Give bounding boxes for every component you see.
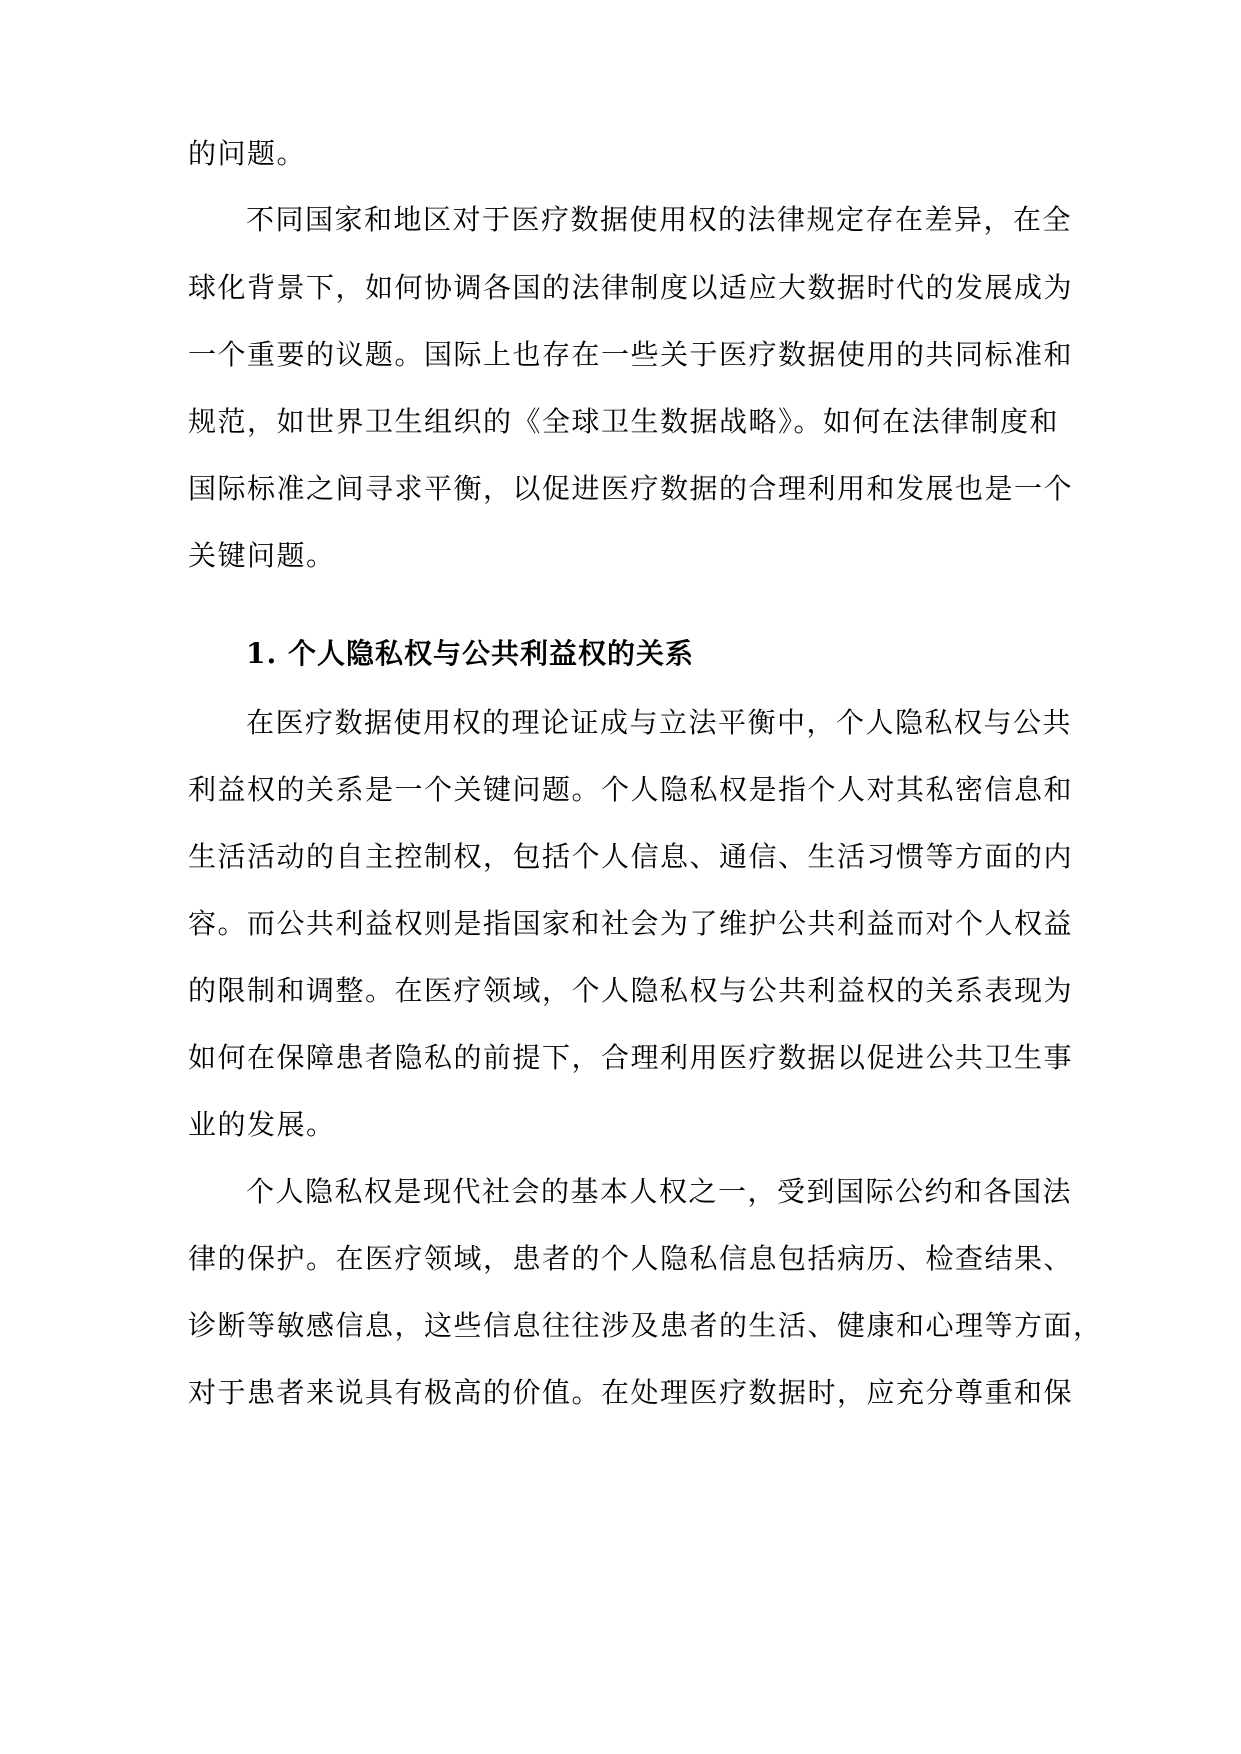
paragraph-line: 规范，如世界卫生组织的《全球卫生数据战略》。如何在法律制度和 bbox=[188, 405, 1060, 438]
paragraph-line: 个人隐私权是现代社会的基本人权之一，受到国际公约和各国法 bbox=[246, 1175, 1073, 1208]
paragraph-line: 容。而公共利益权则是指国家和社会为了维护公共利益而对个人权益 bbox=[188, 907, 1074, 940]
paragraph-line: 在医疗数据使用权的理论证成与立法平衡中，个人隐私权与公共 bbox=[246, 706, 1073, 739]
paragraph-line: 如何在保障患者隐私的前提下，合理利用医疗数据以促进公共卫生事 bbox=[188, 1041, 1074, 1074]
paragraph-line: 律的保护。在医疗领域，患者的个人隐私信息包括病历、检查结果、 bbox=[188, 1242, 1074, 1275]
paragraph-line: 利益权的关系是一个关键问题。个人隐私权是指个人对其私密信息和 bbox=[188, 773, 1074, 806]
paragraph-line: 业的发展。 bbox=[188, 1108, 336, 1141]
paragraph-line: 的限制和调整。在医疗领域，个人隐私权与公共利益权的关系表现为 bbox=[188, 974, 1074, 1007]
section-heading: 1. 个人隐私权与公共利益权的关系 bbox=[246, 637, 694, 670]
paragraph-line: 球化背景下，如何协调各国的法律制度以适应大数据时代的发展成为 bbox=[188, 271, 1074, 304]
paragraph-line: 关键问题。 bbox=[188, 539, 336, 572]
paragraph-line: 对于患者来说具有极高的价值。在处理医疗数据时，应充分尊重和保 bbox=[188, 1376, 1074, 1409]
paragraph-line: 国际标准之间寻求平衡，以促进医疗数据的合理利用和发展也是一个 bbox=[188, 472, 1074, 505]
paragraph-line: 一个重要的议题。国际上也存在一些关于医疗数据使用的共同标准和 bbox=[188, 338, 1074, 371]
paragraph-line: 生活活动的自主控制权，包括个人信息、通信、生活习惯等方面的内 bbox=[188, 840, 1074, 873]
paragraph-line: 的问题。 bbox=[188, 137, 307, 170]
paragraph-line: 不同国家和地区对于医疗数据使用权的法律规定存在差异，在全 bbox=[246, 203, 1073, 236]
paragraph-line: 诊断等敏感信息，这些信息往往涉及患者的生活、健康和心理等方面， bbox=[188, 1309, 1103, 1342]
